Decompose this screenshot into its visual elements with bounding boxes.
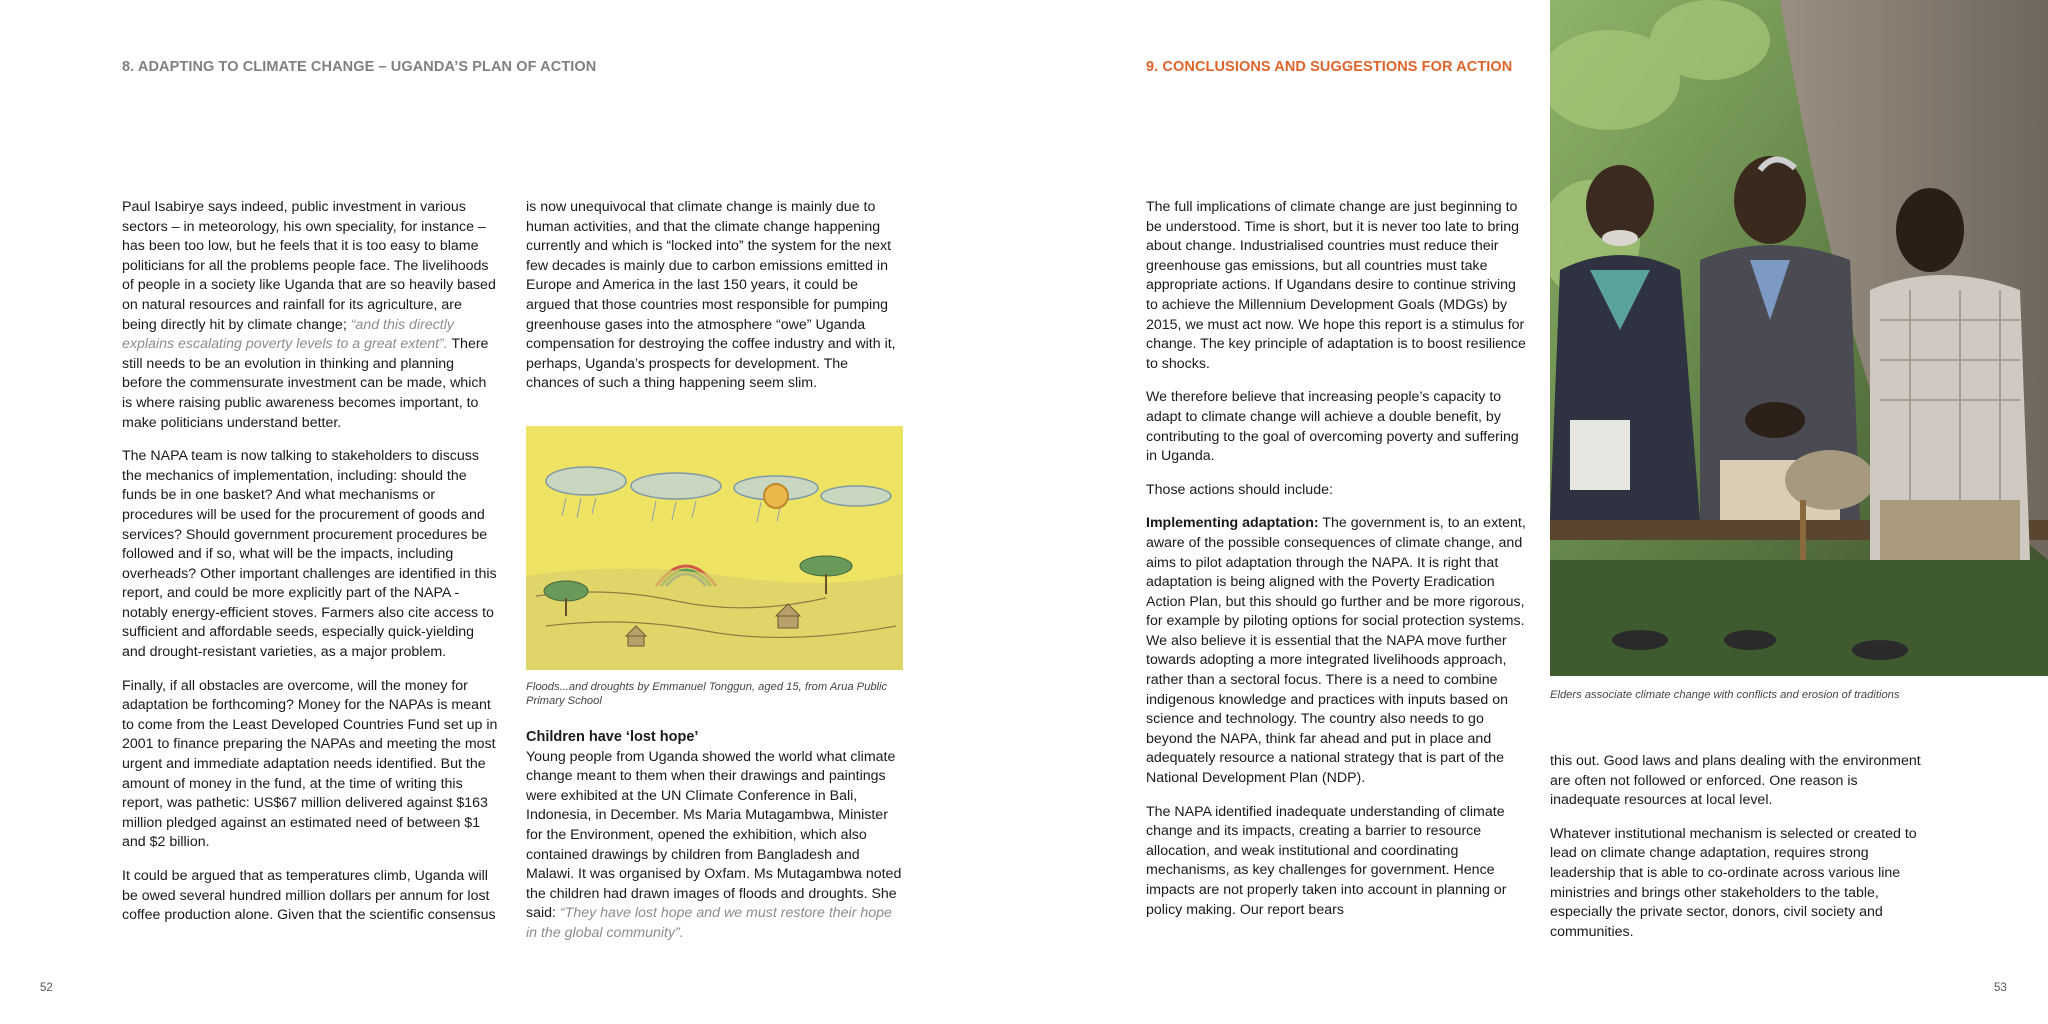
paragraph: The full implications of climate change are just beginning to be understood. Time is short, but it is never too late to bring about change. Industrialised countries must reduce their greenhouse gas emissions, but all countries must take appropriate actions. If Ugandans desire to continue striving to achieve the Millennium Development Goals (MDGs) by 2015, we must act now. We hope this report is a stimulus for change. The key principle of adaptation is to boost resilience to shocks. [1146, 199, 1526, 372]
paragraph: Whatever institutional mechanism is selected or created to lead on climate change adaptation, requires strong leadership that is able to co-ordinate across various line ministries and brings other stakeholders to the table, especially the private sector, donors, civil society and communities. [1550, 825, 1917, 940]
drawing-caption: Floods...and droughts by Emmanuel Tonggun, aged 15, from Arua Public Primary School [526, 681, 888, 707]
paragraph: It could be argued that as temperatures climb, Uganda will be owed several hundred million dollars per annum for lost coffee production alone. Given that the scientific consensus [122, 868, 496, 924]
lead-in: Implementing adaptation: [1146, 515, 1319, 532]
paragraph: Paul Isabirye says indeed, public investment in various sectors – in meteorology, his own speciality, for instance – has been too low, but he feels that it is too easy to blame politicians for all the problems people face. The livelihoods of people in a society like Uganda that are so heavily based on natural resources and rainfall for its agriculture, are being directly hit by climate change; “and this directly explains escalating poverty levels to a great extent”. There still needs to be an evolution in thinking and planning before the commensurate investment can be made, which is where raising public awareness becomes important, to make politicians understand better. [122, 199, 496, 431]
left-column-2 [526, 198, 904, 408]
paragraph: We therefore believe that increasing people’s capacity to adapt to climate change will achieve a double benefit, by contributing to the goal of overcoming poverty and suffering in Uganda. [1146, 389, 1519, 465]
right-column-1 [1146, 198, 1530, 934]
pull-quote: “They have lost hope and we must restore their hope in the global community”. [526, 905, 892, 941]
page-number-right: 53 [1994, 982, 2007, 994]
paragraph: Young people from Uganda showed the world what climate change meant to them when their drawings and paintings were exhibited at the UN Climate Conference in Bali, Indonesia, in December. Ms Maria Mutagambwa, Minister for the Environment, opened the exhibition, which also contained drawings by children from Bangladesh and Malawi. It was organised by Oxfam. Ms Mutagambwa noted the children had drawn images of floods and droughts. She said: “They have lost hope and we must restore their hope in the global community”. [526, 748, 902, 941]
pull-quote: “and this directly explains escalating poverty levels to a great extent”. [122, 316, 454, 353]
paragraph: Those actions should include: [1146, 481, 1333, 498]
paragraph: is now unequivocal that climate change is mainly due to human activities, and that the climate change happening currently and which is “locked into” the system for the next few decades is mainly due to carbon emissions emitted in Europe and America in the last 150 years, it could be argued that those countries most responsible for pumping greenhouse gases into the atmosphere “owe” Uganda compensation for destroying the coffee industry and with it, perhaps, Uganda’s prospects for development. The chances of such a thing happening seem slim. [526, 199, 896, 392]
photo-caption: Elders associate climate change with conflicts and erosion of traditions [1550, 689, 1900, 701]
paragraph: this out. Good laws and plans dealing with the environment are often not followed or enforced. One reason is inadequate resources at local level. [1550, 753, 1921, 809]
paragraph: The NAPA team is now talking to stakeholders to discuss the mechanics of implementation, including: should the funds be in one basket? And what mechanisms or procedures will be used for the procurement of goods and services? Should government procurement procedures be followed and if so, what will be the impacts, including overheads? Other important challenges are identified in this report, and could be more explicitly part of the NAPA - notably energy-efficient stoves. Farmers also cite access to sufficient and affordable seeds, especially quick-yielding and drought-resistant varieties, as a major problem. [122, 448, 497, 661]
right-column-2 [1550, 752, 1930, 956]
right-page [1024, 0, 2048, 1024]
paragraph: Finally, if all obstacles are overcome, will the money for adaptation be forthcoming? Money for the NAPAs is meant to come from the Least Developed Countries Fund set up in 2001 to finance preparing the NAPAs and meeting the most urgent and immediate adaptation needs identified. But the amount of money in the fund, at the time of writing this report, was pathetic: US$67 million delivered against $163 million pledged against an estimated need of between $1 and $2 billion. [122, 677, 498, 851]
left-column-2-lower [526, 728, 904, 958]
page-number-left: 52 [40, 982, 53, 994]
chapter-heading-left: 8. ADAPTING TO CLIMATE CHANGE – UGANDA’S PLAN OF ACTION [122, 59, 597, 75]
elders-photo [1550, 0, 2048, 676]
children-drawing-image [526, 426, 903, 670]
paragraph: The NAPA identified inadequate understanding of climate change and its impacts, creating a barrier to resource allocation, and weak institutional and coordinating mechanisms, as key challenges for government. Hence impacts are not properly taken into account in planning or policy making. Our report bears [1146, 803, 1507, 918]
left-column-1 [122, 198, 498, 940]
paragraph: Implementing adaptation: The government is, to an extent, aware of the possible consequences of climate change, and aims to pilot adaptation through the NAPA. It is right that adaptation is being aligned with the Poverty Eradication Action Plan, but this should go further and be more rigorous, for example by piloting options for social protection systems. We also believe it is essential that the NAPA move further towards adopting a more integrated livelihoods approach, rather than a sectoral focus. There is a need to combine indigenous knowledge and practices with inputs based on science and technology. The country also needs to go beyond the NAPA, think far ahead and put in place and adequately resource a national strategy that is part of the National Development Plan (NDP). [1146, 515, 1526, 787]
chapter-heading-right: 9. CONCLUSIONS AND SUGGESTIONS FOR ACTION [1146, 59, 1513, 75]
subheading: Children have ‘lost hope’ [526, 729, 699, 745]
